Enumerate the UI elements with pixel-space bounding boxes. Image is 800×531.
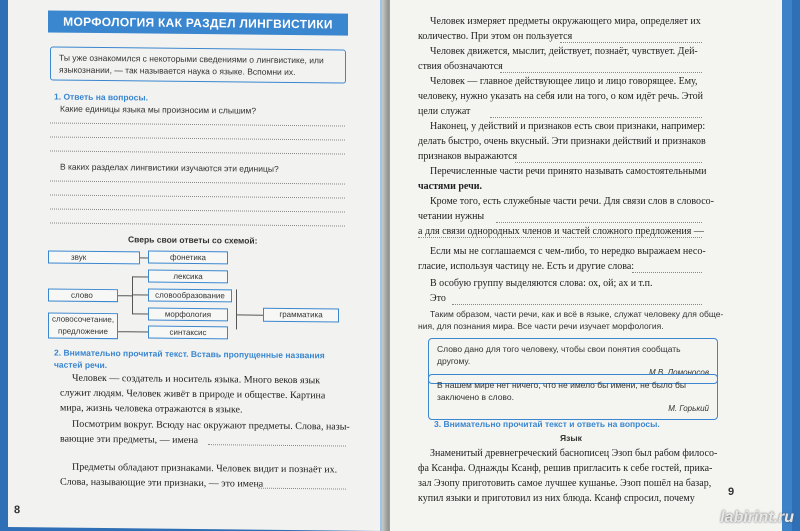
scheme-box-fonetika: фонетика: [148, 251, 228, 265]
right-paragraph-4b: делать быстро, очень вкусный. Эти признаки действий и признаков: [418, 136, 706, 147]
answer-blank[interactable]: [496, 222, 702, 223]
right-paragraph-5b: частями речи.: [418, 181, 482, 192]
intro-box: Ты уже ознакомился с некоторыми сведениями о лингвистике, или языкознании, — так называется наука о языке. Вспомни их.: [50, 46, 346, 83]
page-number-right: 9: [728, 486, 735, 498]
question-1a: Какие единицы языка мы произносим и слышим?: [60, 103, 257, 116]
answer-line[interactable]: [50, 122, 345, 126]
scheme-arrow: [132, 276, 148, 277]
answer-blank[interactable]: [515, 162, 702, 163]
right-paragraph-7b: гласие, используя частицу не. Есть и другие слова:: [418, 261, 635, 272]
answer-line[interactable]: [50, 136, 345, 140]
question-2-text: 2. Внимательно прочитай текст. Вставь пропущенные названия частей речи.: [54, 347, 325, 371]
page-title: МОРФОЛОГИЯ КАК РАЗДЕЛ ЛИНГВИСТИКИ: [48, 10, 348, 35]
right-paragraph-3b: человеку, нужно указать на себя или на того, о ком идёт речь. Этой: [418, 91, 703, 102]
question-2-label: [54, 347, 354, 374]
right-paragraph-6c: а для связи однородных членов и частей сложного предложения —: [418, 226, 704, 237]
page-number-left: 8: [14, 504, 21, 517]
story-line-4: купил языки и приготовил из них блюда. Ксанф спросил, почему: [418, 493, 695, 504]
right-page: [390, 0, 792, 531]
answer-blank[interactable]: [452, 304, 702, 305]
right-paragraph-8a: В особую группу выделяются слова: ох, ой; ах и т.п.: [430, 278, 653, 289]
answer-blank[interactable]: [208, 444, 346, 446]
answer-line[interactable]: [50, 194, 345, 198]
right-paragraph-1b: количество. При этом он пользуется: [418, 31, 573, 42]
story-line-2: фа Ксанфа. Однажды Ксанф, решив пригласить к себе гостей, прика-: [418, 463, 713, 474]
story-line-3: зал Эзопу приготовить самое лучшее кушанье. Эзоп пошёл на базар,: [418, 478, 712, 489]
story-title: Язык: [560, 433, 582, 443]
answer-line[interactable]: [50, 208, 345, 212]
answer-line[interactable]: [50, 150, 345, 154]
scheme-box-zvuk: звук: [48, 250, 140, 264]
answer-blank[interactable]: [560, 42, 702, 43]
quote-2-text: В нашем мире нет ничего, что не имело бы имени, не было бы заключено в слово.: [437, 380, 686, 402]
scheme-label-slovosochetanie: словосочетание,: [51, 314, 115, 325]
question-3-text: 3. Внимательно прочитай текст и ответь на вопросы.: [434, 419, 660, 429]
paragraph-3a: Предметы обладают признаками. Человек видит и познаёт их.: [72, 461, 338, 476]
right-paragraph-3a: Человек — главное действующее лицо и лицо говорящее. Ему,: [430, 76, 698, 87]
scheme-box-slovo: слово: [48, 288, 118, 302]
page-edge-stripe: [782, 0, 792, 531]
quote-1-text: Слово дано для того человеку, чтобы свои понятия сообщать другому.: [437, 344, 681, 366]
right-paragraph-2b: ствия обозначаются: [418, 61, 503, 72]
scheme-box-grammatika: грамматика: [263, 308, 339, 323]
answer-blank[interactable]: [500, 72, 702, 73]
question-1-label: [54, 91, 148, 104]
paragraph-3b: Слова, называющие эти признаки, — это имена: [60, 476, 264, 490]
answer-blank[interactable]: [490, 117, 702, 118]
scheme-box-slovosochetanie: [48, 312, 118, 339]
scheme-bracket: [236, 289, 237, 329]
right-paragraph-4a: Наконец, у действий и признаков есть свои признаки, например:: [430, 121, 706, 132]
paragraph-1: Человек — создатель и носитель языка. Много веков язык служит людям. Человек живёт в природе и обществе. Картина мира, жизнь человека отражаются в языке.: [60, 372, 326, 416]
scheme-arrow: [118, 295, 132, 296]
scheme-label-predlozhenie: предложение: [58, 326, 108, 337]
paragraph-2a: Посмотрим вокруг. Всюду нас окружают предметы. Слова, назы-: [72, 418, 350, 433]
scheme-box-slovoobrazovanie: словообразование: [148, 289, 232, 303]
scheme-arrow: [132, 313, 148, 314]
quote-2-author: М. Горький: [668, 404, 709, 413]
right-paragraph-2a: Человек движется, мыслит, действует, познаёт, чувствует. Дей-: [430, 46, 698, 57]
answer-blank[interactable]: [258, 488, 346, 490]
quote-gorky: [428, 374, 718, 420]
right-paragraph-9a: Таким образом, части речи, как и всё в языке, служат человеку для обще-: [430, 309, 724, 319]
right-paragraph-6a: Кроме того, есть служебные части речи. Для связи слов в словосо-: [430, 196, 715, 207]
right-paragraph-4c: признаков выражаются: [418, 151, 518, 162]
scheme-arrow: [118, 331, 148, 332]
question-1-text: 1. Ответь на вопросы.: [54, 91, 148, 103]
right-paragraph-1a: Человек измеряет предметы окружающего мира, определяет их: [430, 16, 701, 27]
answer-blank[interactable]: [632, 272, 702, 273]
left-page: [8, 0, 386, 531]
paragraph-2b: вающие эти предметы, — имена: [60, 433, 199, 447]
story-line-1: Знаменитый древнегреческий баснописец Эзоп был рабом филосо-: [430, 448, 718, 459]
watermark: labirint.ru: [720, 509, 794, 526]
scheme-box-leksika: лексика: [148, 270, 228, 284]
answer-line[interactable]: [50, 180, 345, 184]
scheme-box-morfologiya: морфология: [148, 308, 228, 322]
right-paragraph-5a: Перечисленные части речи принято называть самостоятельными: [430, 166, 707, 177]
scheme-caption: Сверь свои ответы со схемой:: [128, 234, 258, 246]
question-1b: В каких разделах лингвистики изучаются эти единицы?: [60, 161, 279, 174]
scheme-arrow: [236, 314, 263, 315]
right-paragraph-8b: Это: [430, 293, 446, 304]
scheme-arrow: [132, 294, 148, 295]
right-paragraph-9b: ния, для познания мира. Все части речи изучает морфология.: [418, 321, 664, 331]
scheme-arrow: [140, 257, 148, 258]
answer-line[interactable]: [50, 222, 345, 226]
right-paragraph-3c: цели служат: [418, 106, 471, 117]
quote-1-author: М.В. Ломоносов: [648, 368, 709, 377]
answer-blank[interactable]: [418, 237, 702, 238]
right-paragraph-6b: четании нужны: [418, 211, 485, 222]
right-paragraph-7a: Если мы не соглашаемся с чем-либо, то нередко выражаем несо-: [430, 246, 706, 257]
scheme-box-sintaksis: синтаксис: [148, 326, 228, 340]
